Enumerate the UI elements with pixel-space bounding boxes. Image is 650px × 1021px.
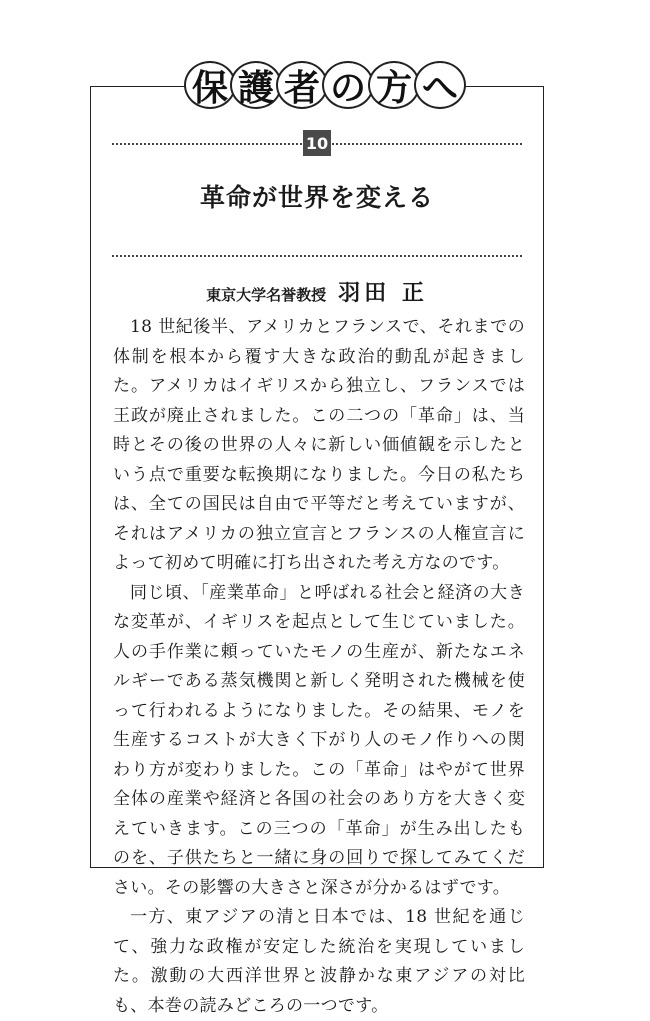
body-paragraph: 18 世紀後半、アメリカとフランスで、それまでの体制を根本から覆す大きな政治的動乱が起きました。アメリカはイギリスから独立し、フランスでは王政が廃止されました。この二つの「革命」は、当時とその後の世界の人々に新しい価値観を示したという点で重要な転換期になりました。今日の私たちは、全ての国民は自由で平等だと考えていますが、それはアメリカの独立宣言とフランスの人権宣言によって初めて明確に打ち出された考え方なのです。 (113, 317, 525, 573)
article-body (113, 313, 525, 1021)
title-char: へ (414, 61, 466, 109)
article-title: 革命が世界を変える (199, 183, 434, 212)
author-name: 羽田 正 (338, 281, 428, 306)
article-number-badge: 10 (303, 130, 331, 156)
dotted-divider-bottom (112, 255, 522, 257)
author-role: 東京大学名誉教授 (206, 286, 327, 304)
title-char: 者 (276, 61, 328, 109)
title-char: 護 (230, 61, 282, 109)
author-line (112, 276, 522, 307)
body-paragraph: 一方、東アジアの清と日本では、18 世紀を通じて、強力な政権が安定した統治を実現していました。激動の大西洋世界と波静かな東アジアの対比も、本巻の読みどころの一つです。 (113, 907, 525, 1016)
title-char: の (322, 61, 374, 109)
page-title-banner (164, 60, 486, 110)
title-char: 保 (184, 61, 236, 109)
title-char: 方 (368, 61, 420, 109)
body-paragraph: 同じ頃、「産業革命」と呼ばれる社会と経済の大きな変革が、イギリスを起点として生じていました。人の手作業に頼っていたモノの生産が、新たなエネルギーである蒸気機関と新しく発明された機械を使って行われるようになりました。その結果、モノを生産するコストが大きく下がり人のモノ作りへの関わり方が変わりました。この「革命」はやがて世界全体の産業や経済と各国の社会のあり方を大きく変えていきます。この三つの「革命」が生み出したものを、子供たちと一緒に身の回りで探してみてください。その影響の大きさと深さが分かるはずです。 (113, 582, 525, 898)
